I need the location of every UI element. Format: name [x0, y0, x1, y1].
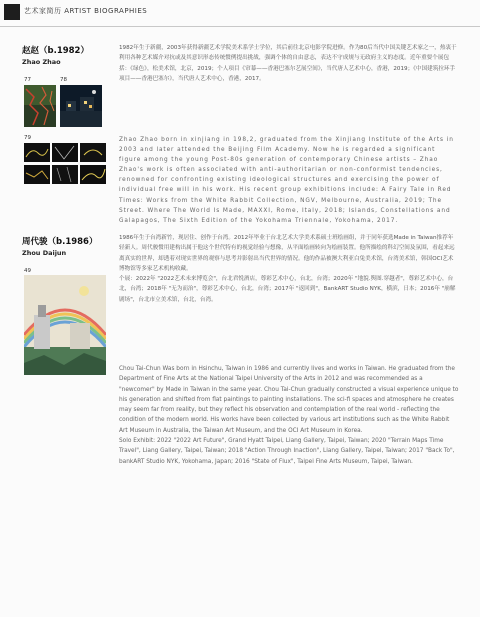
- artwork-thumbnail: [24, 143, 50, 162]
- artist-name-cn: 赵赵（b.1982）: [22, 46, 89, 56]
- artwork-thumbnail: [52, 165, 78, 184]
- header-rule: [0, 26, 480, 27]
- artist-bio-en: [119, 364, 459, 467]
- artwork-thumbnail: [80, 143, 106, 162]
- exhibition-list: 个展：2022年 "2022艺术未来博览会"，台北君悦酒店，尊彩艺术中心，台北，台湾；2020年 "地貌.舆图.穿越者"，尊彩艺术中心，台北，台湾；2018年 "无为而治"，尊彩艺术中心，台北，台湾；2017年 "返回到"，BankART Studio NYK，横滨，日本；2016年 "崩解剧场"，台北市立美术馆，台北，台湾。: [119, 276, 456, 303]
- artist-name-block: [22, 235, 97, 257]
- artwork-thumbnail: [80, 165, 106, 184]
- artwork-thumbnail: [52, 143, 78, 162]
- bio-paragraph: 1986年生于台湾新竹，现居住、创作于台湾。2012年毕业于台北艺术大学美术系硕士班绘画组，并于同年获选Made in Taiwan推荐年轻新人。周代骏惯用建构出属于他这个世代特有的视觉经验与想像，从平面绘画转向为绘画装置。他所描绘的科幻空间及氛围，看起来远离真实的世界，却透着对现实世界的观察与思考并影射出当代世界的情况。他的作品被澳大利亚白兔美术馆，台湾美术馆，韩国OCI艺术博物馆等多家艺术机构收藏。: [119, 235, 455, 272]
- artwork-thumbnail: [24, 165, 50, 184]
- plate-number: 78: [60, 77, 67, 83]
- section-title: 艺术家简历 ARTIST BIOGRAPHIES: [24, 7, 148, 15]
- artwork-thumbnail: [24, 275, 106, 375]
- artist-name-en: Zhao Zhao: [22, 58, 61, 66]
- artwork-thumbnail: [60, 85, 102, 127]
- artist-name-block: [22, 44, 89, 66]
- bio-paragraph: Chou Tai-Chun Was born in Hsinchu, Taiwan in 1986 and currently lives and works in Taiwan. He graduated from the Department of Fine Arts at the National Taipei University of the Arts in 2012 and was recommended as a "newcomer" by Made in Taiwan in the same year. Chou Tai-Chun gradually constructed a visual experience unique to his generation and shifted from flat paintings to painting installations. The sci-fi spaces and atmosphere he creates may seem far from reality, but they reflect his observation and contemplation of the real world - reflecting the condition of the modern world. His works have been collected by various art institutions such as the White Rabbit Art Museum in Australia, the Taiwan Art Museum, and the OCI Art Museum in Korea.: [119, 366, 459, 434]
- section-marker: [4, 4, 20, 20]
- artist-bio-cn: 1982年生于新疆，2003年获得新疆艺术学院美术系学士学位，其后前往北京电影学院进修。作为80后当代中国关键艺术家之一，热衷于利用各种艺术媒介对抗或及其意识形态传统惯例提出挑战，强调个体的自由意志，表达不守成规与无政府主义的态度。近年重要个展包括：《绿色》，松美术馆，北京，2019；个人项目《帘幕——香港巴塞尔艺展空间》，当代唐人艺术中心，香港，2019；《中国建筑拉环手项目——香港巴塞尔》，当代唐人艺术中心，香港，2017。: [119, 45, 457, 82]
- artist-name-en: Zhou Daijun: [22, 249, 67, 257]
- artist-bio-cn: [119, 233, 457, 305]
- plate-number: 77: [24, 77, 31, 83]
- artist-name-cn: 周代骏（b.1986）: [22, 237, 98, 247]
- plate-number: 79: [24, 135, 31, 141]
- exhibition-list: Solo Exhibit: 2022 "2022 Art Future", Grand Hyatt Taipei, Liang Gallery, Taipei, Taiwan; 2020 "Terrain Maps Time Travel", Liang Gallery, Taipei, Taiwan; 2018 "Action Through Inaction", Liang Gallery, Taipei, Taiwan; 2017 "Back To", bankART Studio NYK, Yokohama, Japan; 2016 "State of Flux", Taipei Fine Arts Museum, Taipei, Taiwan.: [119, 438, 455, 465]
- artist-bio-en: Zhao Zhao born in xinjiang in 198,2, graduated from the Xinjiang Institute of the Arts in 2003 and later attended the Beijing Film Academy. Now he is regarded a significant figure among the young Post-80s generation of contemporary Chinese artists – Zhao Zhao's work is often associated with anti-authoritarian or non-conformist tendencies, renowned for confronting existing ideological structures and exercising the power of individual free will in his work. His recent group exhibitions include: A Fairy Tale in Red Times: Works from the White Rabbit Collection, NGV, Melbourne, Australia, 2019; The Street. Where The World Is Made, MAXXI, Rome, Italy, 2018; Islands, Constellations and Galapagos, The Sixth Edition of the Yokohama Triennale, Yokohama, 2017.: [119, 137, 454, 224]
- page-header: [0, 4, 480, 26]
- plate-number: 49: [24, 268, 31, 274]
- artwork-thumbnail: [24, 85, 56, 127]
